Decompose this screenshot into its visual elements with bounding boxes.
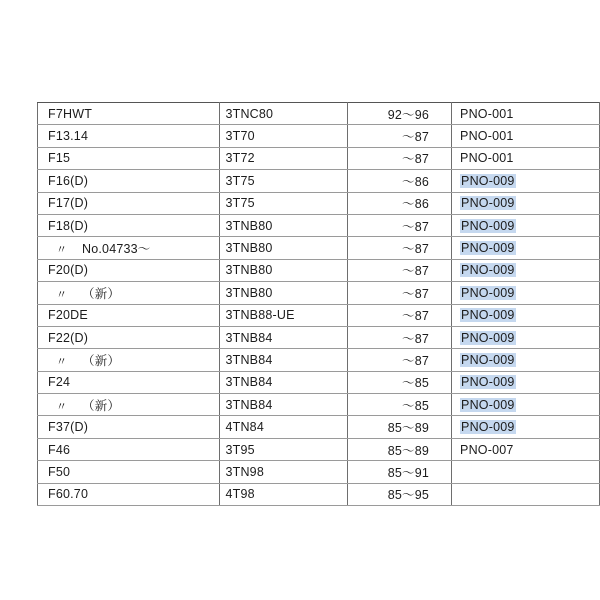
model-label: （新）: [82, 398, 121, 413]
engine-type-cell: 3T72: [220, 147, 347, 169]
model-label: F20DE: [48, 308, 88, 323]
part-number: PNO-001: [460, 106, 514, 121]
part-number-cell: [452, 125, 600, 147]
part-number-cell: [452, 416, 600, 438]
model-cell: [38, 259, 220, 281]
table-row: [38, 282, 600, 304]
model-cell: [38, 394, 220, 416]
part-number-cell: [452, 192, 600, 214]
engine-type-cell: 3TNB84: [220, 326, 347, 348]
year-range-cell: ～85: [347, 371, 452, 393]
ditto-mark: 〃: [56, 400, 68, 413]
model-cell: [38, 103, 220, 125]
year-range-cell: 92～96: [347, 103, 452, 125]
ditto-mark: 〃: [56, 288, 68, 301]
highlighted-part-number: PNO-009: [461, 173, 515, 188]
part-number-cell: [452, 282, 600, 304]
model-cell: [38, 371, 220, 393]
engine-type-cell: 3TNB80: [220, 214, 347, 236]
model-label: F37(D): [48, 420, 89, 435]
model-label: F15: [48, 151, 71, 166]
ditto-mark: 〃: [56, 355, 68, 368]
model-cell: [38, 214, 220, 236]
part-number-cell: [452, 483, 600, 505]
model-label: F20(D): [48, 263, 89, 278]
part-number-cell: [452, 147, 600, 169]
engine-type-cell: 3T70: [220, 125, 347, 147]
model-label: No.04733～: [82, 242, 151, 257]
model-label: F22(D): [48, 330, 89, 345]
table-row: [38, 349, 600, 371]
year-range-cell: ～87: [347, 349, 452, 371]
table-row: [38, 125, 600, 147]
highlighted-part-number: PNO-009: [461, 397, 515, 412]
model-label: F18(D): [48, 218, 89, 233]
model-label: F16(D): [48, 173, 89, 188]
model-cell: [38, 282, 220, 304]
model-cell: [38, 192, 220, 214]
engine-type-cell: 3T75: [220, 192, 347, 214]
year-range-cell: ～85: [347, 394, 452, 416]
engine-type-cell: 3TNB80: [220, 259, 347, 281]
engine-type-cell: 3T75: [220, 170, 347, 192]
model-cell: [38, 125, 220, 147]
table-row: [38, 394, 600, 416]
model-cell: [38, 237, 220, 259]
part-number-cell: [452, 170, 600, 192]
year-range-cell: 85～91: [347, 461, 452, 483]
part-number-cell: [452, 259, 600, 281]
model-cell: [38, 483, 220, 505]
year-range-cell: 85～89: [347, 416, 452, 438]
part-number-cell: [452, 394, 600, 416]
model-cell: [38, 170, 220, 192]
model-label: （新）: [82, 353, 121, 368]
year-range-cell: ～87: [347, 214, 452, 236]
part-number: PNO-001: [460, 129, 514, 144]
highlighted-part-number: PNO-009: [461, 241, 515, 256]
part-number-cell: [452, 304, 600, 326]
year-range-cell: ～87: [347, 326, 452, 348]
year-range-cell: ～87: [347, 282, 452, 304]
model-cell: [38, 304, 220, 326]
table-row: [38, 259, 600, 281]
table-row: [38, 438, 600, 460]
model-label: F7HWT: [48, 106, 93, 121]
year-range-cell: 85～95: [347, 483, 452, 505]
year-range-cell: ～86: [347, 170, 452, 192]
model-cell: [38, 326, 220, 348]
model-cell: [38, 147, 220, 169]
highlighted-part-number: PNO-009: [461, 263, 515, 278]
model-label: F24: [48, 375, 71, 390]
table-row: [38, 103, 600, 125]
highlighted-part-number: PNO-009: [461, 330, 515, 345]
engine-type-cell: 3TNB84: [220, 349, 347, 371]
table-row: [38, 170, 600, 192]
table-row: [38, 371, 600, 393]
table-row: [38, 214, 600, 236]
part-number-cell: [452, 214, 600, 236]
engine-type-cell: 3TNC80: [220, 103, 347, 125]
engine-type-cell: 4TN84: [220, 416, 347, 438]
year-range-cell: ～87: [347, 125, 452, 147]
table-row: [38, 461, 600, 483]
highlighted-part-number: PNO-009: [461, 285, 515, 300]
model-label: F46: [48, 442, 71, 457]
engine-type-cell: 3TNB88-UE: [220, 304, 347, 326]
part-number-cell: [452, 326, 600, 348]
year-range-cell: 85～89: [347, 438, 452, 460]
highlighted-part-number: PNO-009: [461, 375, 515, 390]
model-cell: [38, 461, 220, 483]
highlighted-part-number: PNO-009: [461, 420, 515, 435]
part-number-cell: [452, 438, 600, 460]
engine-type-cell: 3TNB84: [220, 371, 347, 393]
table-row: [38, 304, 600, 326]
model-label: F13.14: [48, 129, 89, 144]
parts-compatibility-table: [37, 102, 600, 506]
part-number-cell: [452, 103, 600, 125]
part-number-cell: [452, 371, 600, 393]
highlighted-part-number: PNO-009: [461, 196, 515, 211]
engine-type-cell: 3TN98: [220, 461, 347, 483]
part-number: PNO-001: [460, 151, 514, 166]
year-range-cell: ～86: [347, 192, 452, 214]
part-number: PNO-007: [460, 442, 514, 457]
model-cell: [38, 416, 220, 438]
engine-type-cell: 3T95: [220, 438, 347, 460]
highlighted-part-number: PNO-009: [461, 352, 515, 367]
model-cell: [38, 438, 220, 460]
model-cell: [38, 349, 220, 371]
part-number-cell: [452, 349, 600, 371]
table-row: [38, 483, 600, 505]
year-range-cell: ～87: [347, 304, 452, 326]
highlighted-part-number: PNO-009: [461, 218, 515, 233]
year-range-cell: ～87: [347, 147, 452, 169]
table-body: [38, 103, 600, 506]
part-number-cell: [452, 237, 600, 259]
model-label: F17(D): [48, 196, 89, 211]
engine-type-cell: 3TNB80: [220, 237, 347, 259]
table-row: [38, 416, 600, 438]
part-number-cell: [452, 461, 600, 483]
highlighted-part-number: PNO-009: [461, 308, 515, 323]
model-label: F50: [48, 464, 71, 479]
ditto-mark: 〃: [56, 244, 68, 257]
engine-type-cell: 3TNB80: [220, 282, 347, 304]
table-row: [38, 326, 600, 348]
table-row: [38, 237, 600, 259]
table-row: [38, 192, 600, 214]
year-range-cell: ～87: [347, 237, 452, 259]
table-row: [38, 147, 600, 169]
engine-type-cell: 3TNB84: [220, 394, 347, 416]
model-label: F60.70: [48, 487, 89, 502]
year-range-cell: ～87: [347, 259, 452, 281]
engine-type-cell: 4T98: [220, 483, 347, 505]
model-label: （新）: [82, 286, 121, 301]
